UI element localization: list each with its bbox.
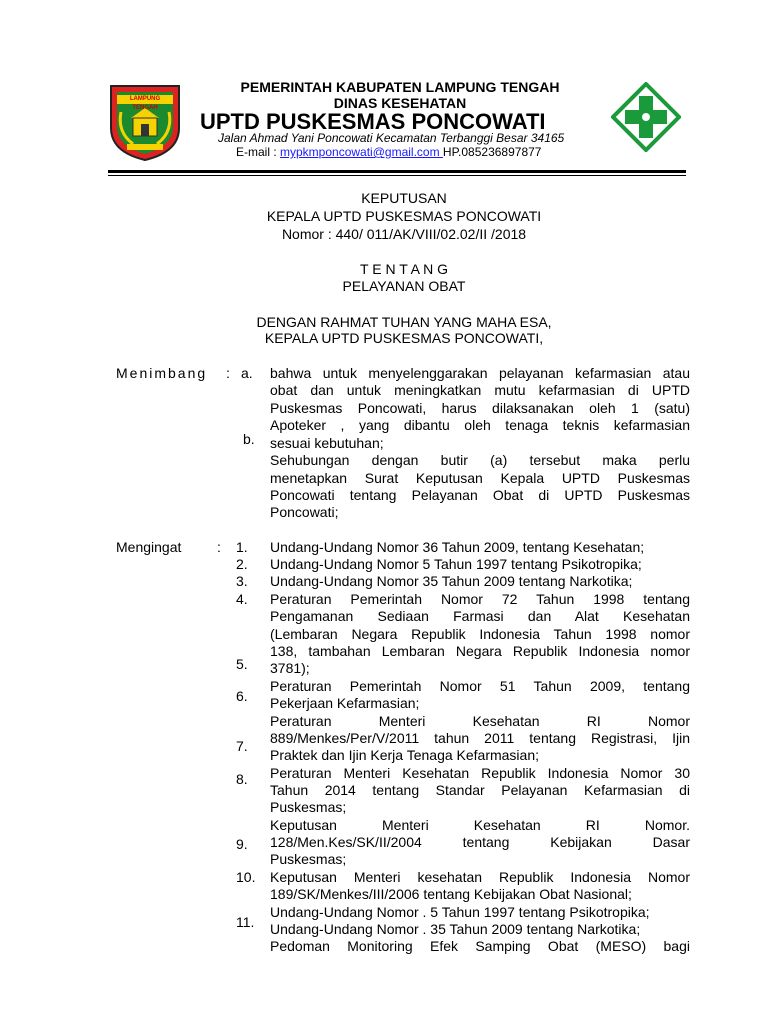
mengingat-line: Peraturan Pemerintah Nomor 72 Tahun 1998 tentang (270, 591, 690, 607)
mengingat-line: Pengamanan Sediaan Farmasi dan Alat Kesehatan (270, 608, 690, 624)
contact-line (236, 145, 541, 159)
mengingat-line: Pekerjaan Kefarmasian; (270, 695, 420, 711)
item-number: 9. (236, 836, 248, 852)
item-number: 11. (236, 914, 255, 930)
mengingat-line: Undang-Undang Nomor 36 Tahun 2009, tentang Kesehatan; (270, 539, 645, 555)
menimbang-line: Puskesmas Poncowati, harus dilaksanakan oleh 1 (satu) (270, 400, 690, 416)
mengingat-line: Puskesmas; (270, 851, 347, 867)
mengingat-line: Peraturan Menteri Kesehatan RI Nomor (270, 713, 690, 729)
mengingat-line: Tahun 2014 tentang Standar Pelayanan Kefarmasian di (270, 782, 690, 798)
mengingat-line: Undang-Undang Nomor . 35 Tahun 2009 tentang Narkotika; (270, 921, 641, 937)
logo-text: LAMPUNG TENGAH (129, 96, 161, 111)
mengingat-label: Mengingat (116, 539, 182, 555)
menimbang-line: Poncowati; (270, 504, 339, 520)
org-name: UPTD PUSKESMAS PONCOWATI (200, 109, 546, 134)
menimbang-a: a. (241, 365, 253, 381)
menimbang-line: menetapkan Surat Keputusan Kepala UPTD Puskesmas (270, 470, 690, 486)
menimbang-b: b. (243, 431, 255, 447)
mengingat-line: Peraturan Pemerintah Nomor 51 Tahun 2009, tentang (270, 678, 690, 694)
mengingat-line: Pedoman Monitoring Efek Samping Obat (MESO) bagi (270, 938, 690, 954)
mengingat-line: 138, tambahan Lembaran Negara Republik Indonesia nomor (270, 643, 690, 659)
email-label: E-mail : (236, 145, 281, 159)
mengingat-line: Undang-Undang Nomor . 5 Tahun 1997 tentang Psikotropika; (270, 904, 650, 920)
tentang-heading: T E N T A N G (360, 261, 448, 277)
regency-emblem-icon (107, 82, 183, 162)
opening-1: DENGAN RAHMAT TUHAN YANG MAHA ESA, (256, 314, 552, 330)
phone: HP.085236897877 (442, 145, 542, 159)
item-number: 8. (236, 771, 248, 787)
item-number: 6. (236, 688, 248, 704)
header-divider (108, 170, 686, 173)
mengingat-line: Keputusan Menteri kesehatan Republik Indonesia Nomor (270, 869, 690, 885)
menimbang-line: Poncowati tentang Pelayanan Obat di UPTD Puskesmas (270, 487, 690, 503)
menimbang-label: Menimbang (116, 365, 208, 381)
mengingat-line: (Lembaran Negara Republik Indonesia Tahun 1998 nomor (270, 626, 690, 642)
mengingat-line: Puskesmas; (270, 799, 347, 815)
item-number: 1. (236, 539, 248, 555)
menimbang-line: bahwa untuk menyelenggarakan pelayanan kefarmasian atau (270, 365, 690, 381)
item-number: 10. (236, 869, 256, 885)
item-number: 4. (236, 591, 248, 607)
dept-name: DINAS KESEHATAN (333, 95, 467, 111)
puskesmas-cross-icon (611, 82, 681, 152)
menimbang-line: obat dan untuk meningkatkan mutu kefarmasian di UPTD (270, 382, 690, 398)
opening-2: KEPALA UPTD PUSKESMAS PONCOWATI, (264, 330, 544, 346)
regency-logo (107, 82, 183, 162)
mengingat-colon: : (217, 539, 221, 555)
item-number: 2. (236, 556, 248, 572)
menimbang-line: sesuai kebutuhan; (270, 435, 384, 451)
gov-name: PEMERINTAH KABUPATEN LAMPUNG TENGAH (240, 79, 560, 95)
email-link[interactable]: mypkmponcowati@gmail.com (280, 145, 443, 159)
mengingat-line: Peraturan Menteri Kesehatan Republik Indonesia Nomor 30 (270, 765, 690, 781)
mengingat-line: Undang-Undang Nomor 35 Tahun 2009 tentang Narkotika; (270, 573, 633, 589)
puskesmas-logo (611, 82, 681, 152)
menimbang-line: Sehubungan dengan butir (a) tersebut maka perlu (270, 452, 690, 468)
header-divider-thin (108, 175, 686, 176)
mengingat-line: 128/Men.Kes/SK/II/2004 tentang Kebijakan Dasar (270, 834, 690, 850)
menimbang-line: Apoteker , yang dibantu oleh tenaga teknis kefarmasian (270, 417, 690, 433)
item-number: 7. (236, 738, 248, 754)
decision-title: KEPUTUSAN (361, 190, 447, 206)
item-number: 5. (236, 656, 248, 672)
mengingat-line: Keputusan Menteri Kesehatan RI Nomor. (270, 817, 690, 833)
subject-title: PELAYANAN OBAT (342, 278, 466, 294)
decision-number: Nomor : 440/ 011/AK/VIII/02.02/II /2018 (281, 226, 527, 242)
mengingat-line: 189/SK/Menkes/III/2006 tentang Kebijakan Obat Nasional; (270, 886, 632, 902)
mengingat-line: 3781); (270, 660, 310, 676)
mengingat-line: Undang-Undang Nomor 5 Tahun 1997 tentang Psikotropika; (270, 556, 642, 572)
menimbang-colon: : (226, 365, 230, 381)
mengingat-line: Praktek dan Ijin Kerja Tenaga Kefarmasian; (270, 747, 540, 763)
mengingat-line: 889/Menkes/Per/V/2011 tahun 2011 tentang Registrasi, Ijin (270, 730, 690, 746)
item-number: 3. (236, 573, 248, 589)
decision-subtitle: KEPALA UPTD PUSKESMAS PONCOWATI (266, 208, 542, 224)
address: Jalan Ahmad Yani Poncowati Kecamatan Terbanggi Besar 34165 (218, 131, 565, 145)
